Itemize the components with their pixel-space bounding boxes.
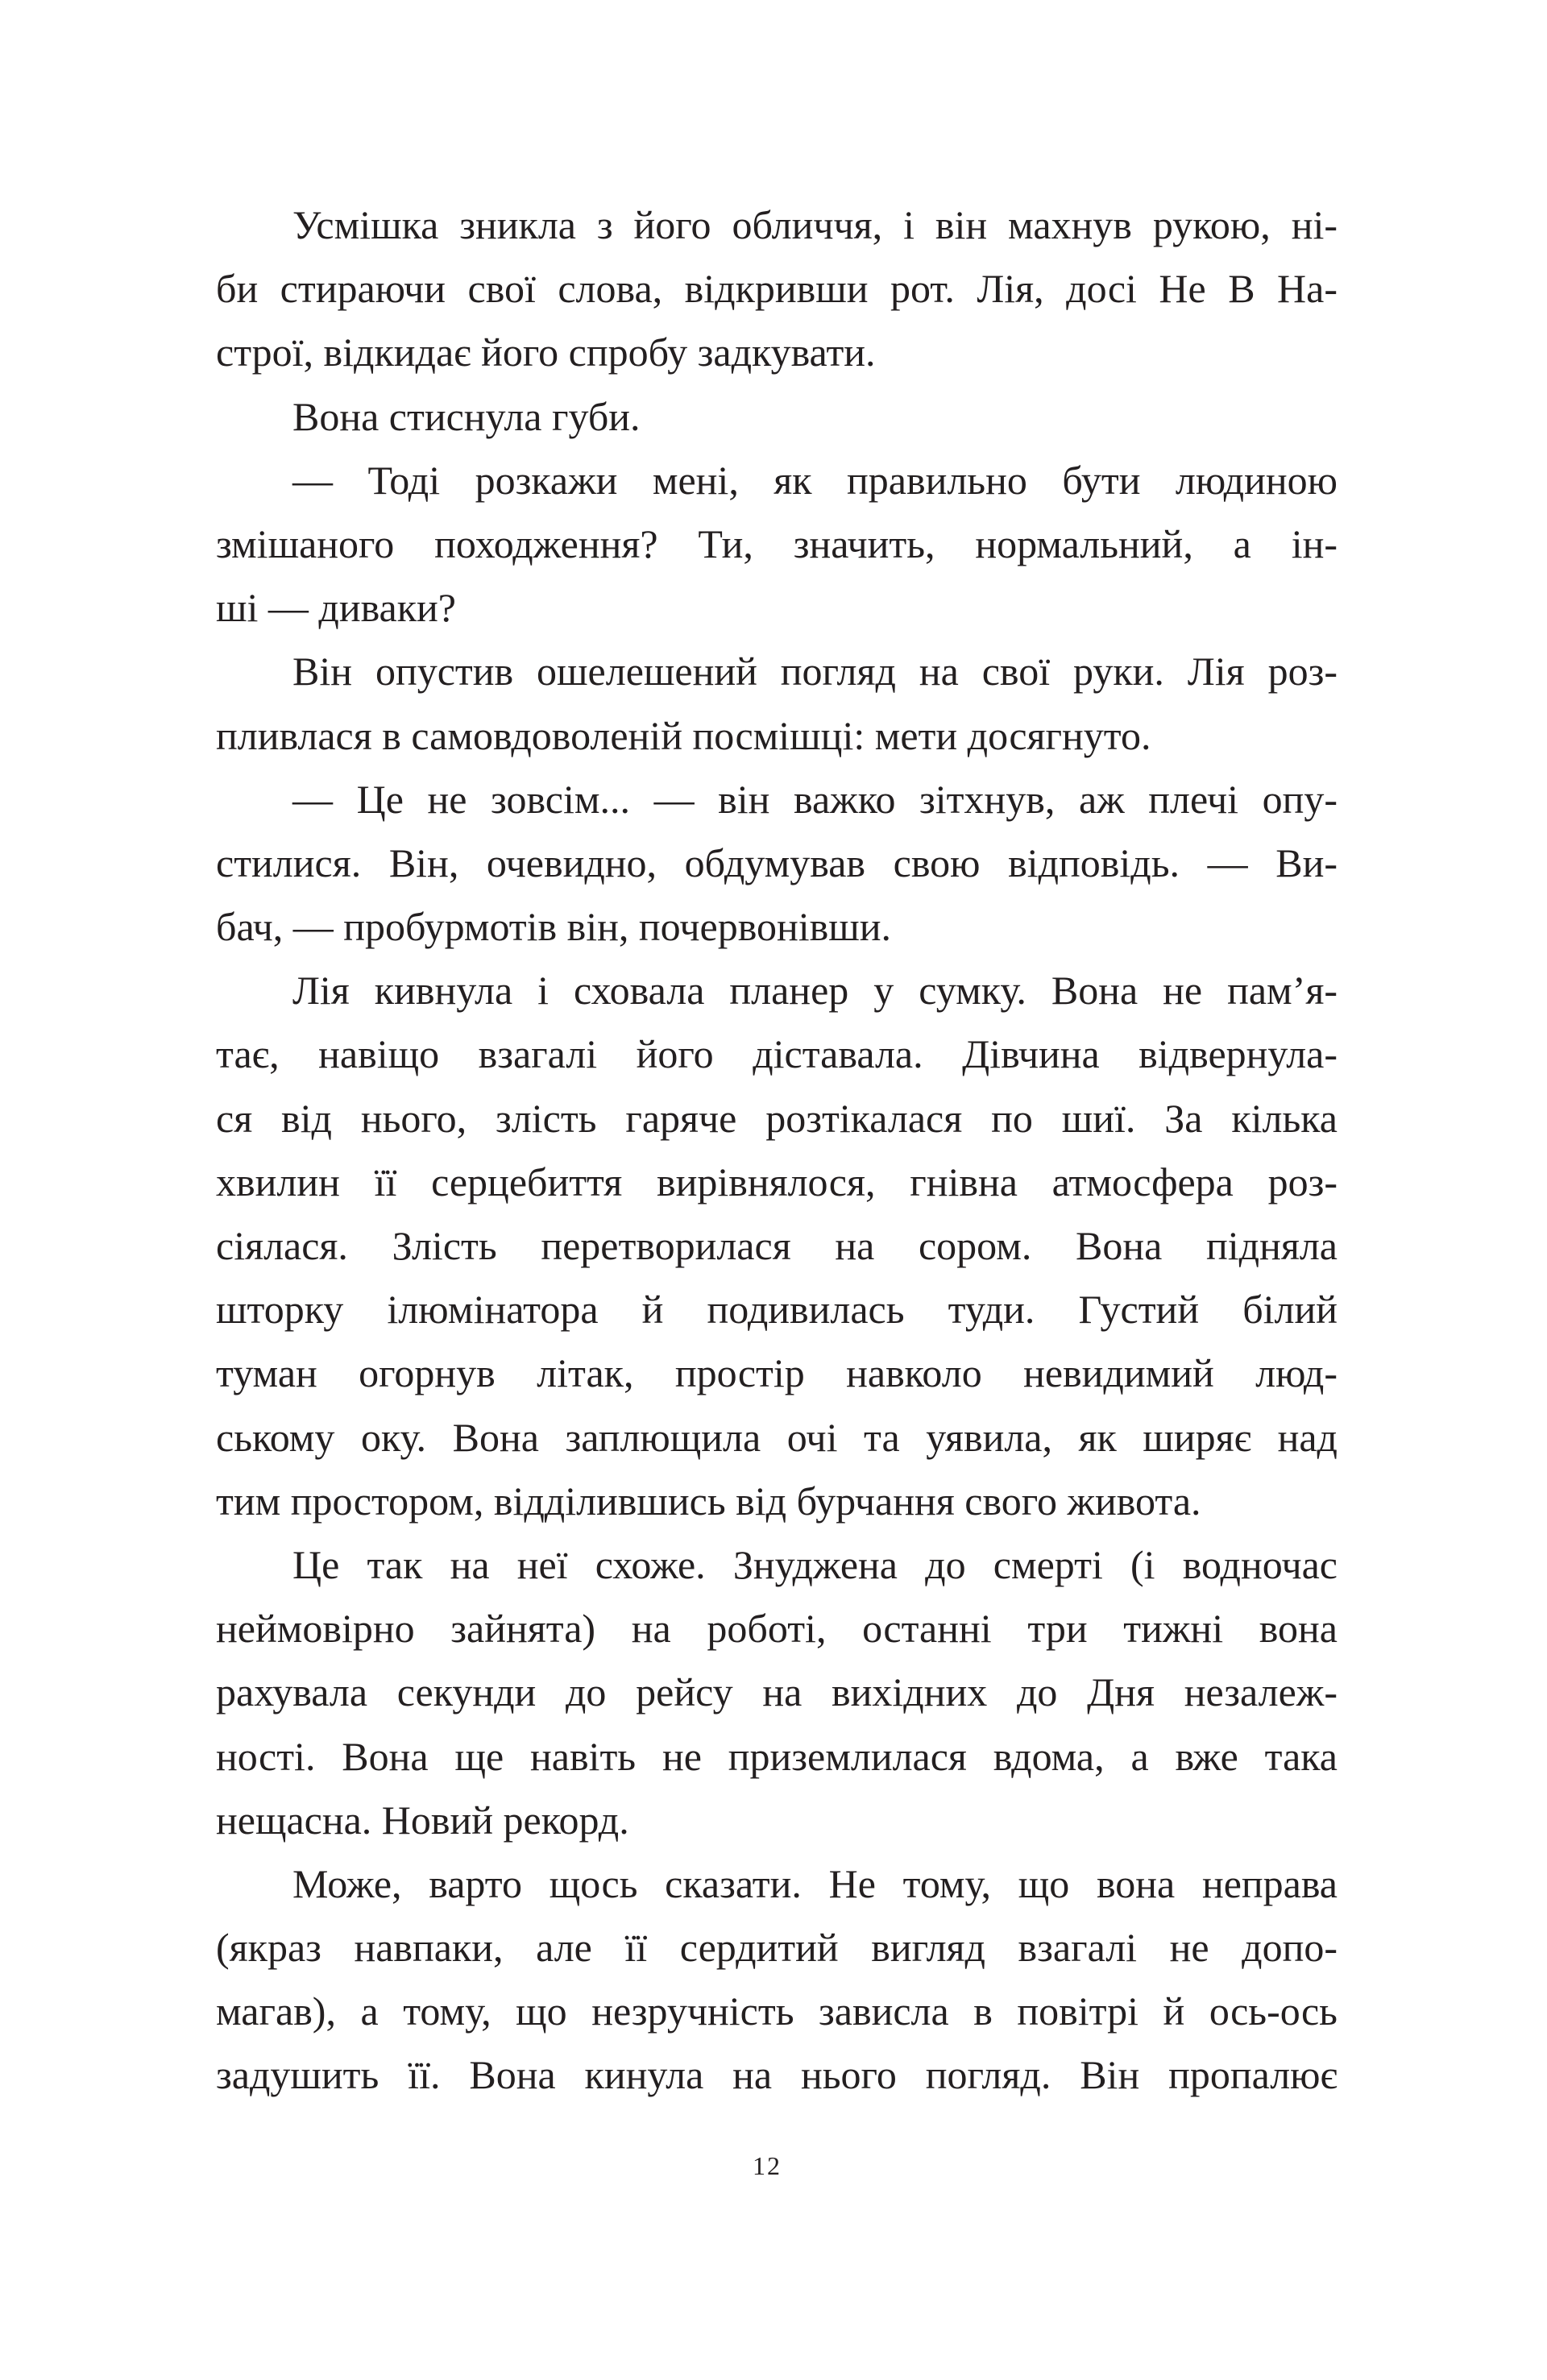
text-line: нещасна. Новий рекорд. [216,1797,629,1843]
paragraph [216,1533,1338,1852]
text-line: хвилин її серцебиття вирівнялося, гнівна атмосфера роз- [216,1159,1338,1205]
text-line: туман огорнув літак, простір навколо невидимий люд- [216,1350,1338,1396]
paragraph [216,768,1338,960]
text-line: (якраз навпаки, але її сердитий вигляд взагалі не допо- [216,1925,1338,1971]
paragraph [216,959,1338,1533]
text-line: тає, навіщо взагалі його діставала. Дівчина відвернула- [216,1031,1338,1077]
text-line: Усмішка зникла з його обличчя, і він махнув рукою, ні- [292,202,1338,247]
text-line: шторку ілюмінатора й подивилась туди. Густий білий [216,1287,1338,1333]
paragraph [216,449,1338,641]
paragraph [216,193,1338,385]
text-line: тим простором, відділившись від бурчання свого живота. [216,1478,1201,1524]
text-line: ші — диваки? [216,585,456,631]
text-line: строї, відкидає його спробу задкувати. [216,330,876,375]
text-line: би стираючи свої слова, відкривши рот. Лія, досі Не В На- [216,266,1338,312]
text-line: пливлася в самовдоволеній посмішці: мети досягнуто. [216,712,1151,758]
paragraph [216,385,1338,449]
page-number: 12 [753,2151,782,2180]
paragraph [216,640,1338,767]
text-line: Може, варто щось сказати. Не тому, що вона неправа [292,1860,1338,1906]
text-line: Він опустив ошелешений погляд на свої руки. Лія роз- [292,649,1338,695]
text-line: бач, — пробурмотів він, почервонівши. [216,904,891,950]
text-line: Вона стиснула губи. [292,393,641,439]
text-line: неймовірно зайнята) на роботі, останні три тижні вона [216,1606,1338,1652]
text-line: — Це не зовсім... — він важко зітхнув, аж плечі опу- [292,776,1338,822]
paragraph [216,1852,1338,2108]
text-line: задушить її. Вона кинула на нього погляд. Він пропалює [216,2052,1338,2098]
text-line: Це так на неї схоже. Знуджена до смерті (і водночас [292,1541,1338,1587]
text-line: — Тоді розкажи мені, як правильно бути людиною [292,457,1338,503]
text-line: стилися. Він, очевидно, обдумував свою відповідь. — Ви- [216,840,1338,885]
text-line: рахувала секунди до рейсу на вихідних до Дня незалеж- [216,1669,1338,1715]
text-line: змішаного походження? Ти, значить, нормальний, а ін- [216,520,1338,566]
text-line: ському оку. Вона заплющила очі та уявила, як ширяє над [216,1414,1338,1460]
text-line: магав), а тому, що незручність зависла в повітрі й ось-ось [216,1988,1338,2034]
text-line: сіялася. Злість перетворилася на сором. Вона підняла [216,1223,1338,1268]
text-line: ся від нього, злість гаряче розтікалася по шиї. За кілька [216,1095,1338,1141]
text-line: ності. Вона ще навіть не приземлилася вдома, а вже така [216,1733,1338,1779]
body-text [216,193,1338,2108]
text-line: Лія кивнула і сховала планер у сумку. Вона не пам’я- [292,968,1338,1014]
